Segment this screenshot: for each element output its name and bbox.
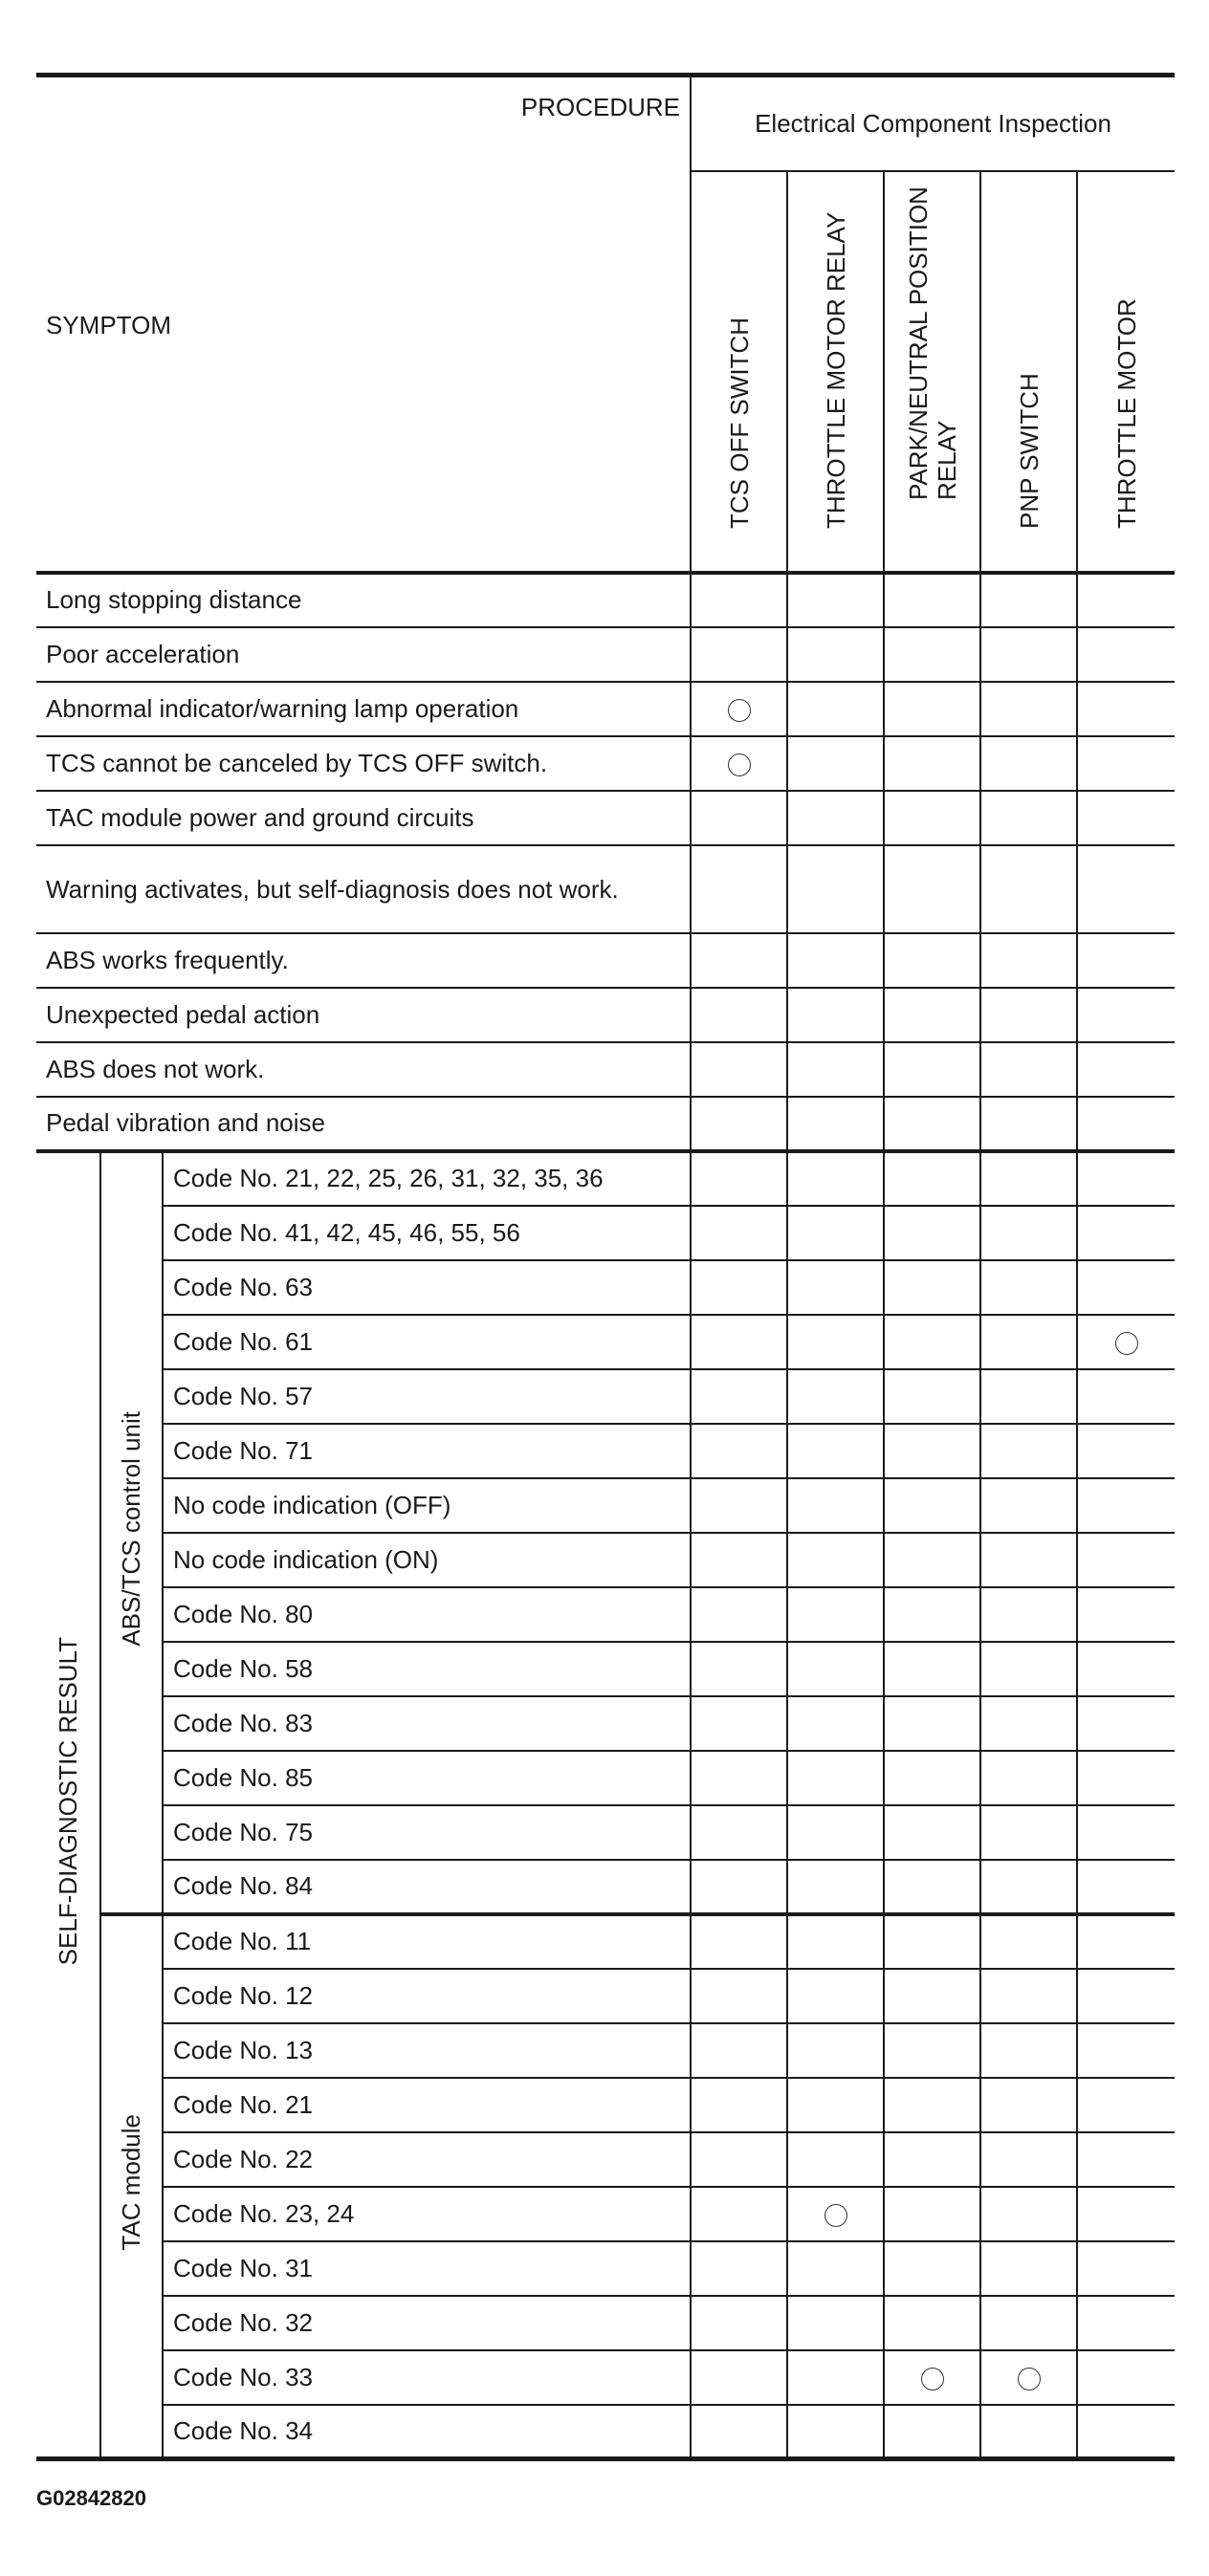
symptom-procedure-table xyxy=(36,73,1175,2461)
code-row xyxy=(36,2241,1175,2296)
mark-cell xyxy=(1077,1424,1175,1478)
mark-cell xyxy=(884,1151,980,1206)
code-label: Code No. 58 xyxy=(163,1642,691,1696)
mark-cell xyxy=(1077,2023,1175,2078)
symptom-row xyxy=(36,1097,1175,1151)
mark-cell xyxy=(691,2241,787,2296)
column-header-tcs-off-switch xyxy=(691,171,787,573)
code-label: Code No. 41, 42, 45, 46, 55, 56 xyxy=(163,1206,691,1260)
code-row xyxy=(36,1424,1175,1478)
mark-cell xyxy=(787,1914,884,1969)
mark-cell xyxy=(1077,1315,1175,1369)
mark-cell xyxy=(787,1315,884,1369)
col-label-line2: RELAY xyxy=(932,420,961,500)
mark-cell xyxy=(980,1260,1077,1315)
mark-cell xyxy=(884,1260,980,1315)
mark-cell xyxy=(691,1260,787,1315)
mark-cell xyxy=(691,2078,787,2132)
code-row xyxy=(36,2350,1175,2405)
circle-mark-icon xyxy=(728,753,751,776)
mark-cell xyxy=(980,682,1077,736)
mark-cell xyxy=(691,627,787,682)
symptom-row xyxy=(36,791,1175,845)
procedure-group-header xyxy=(691,76,1175,171)
mark-cell xyxy=(787,1097,884,1151)
code-row xyxy=(36,1914,1175,1969)
circle-mark-icon xyxy=(1018,2368,1041,2390)
mark-cell xyxy=(691,1424,787,1478)
code-row xyxy=(36,1533,1175,1587)
col-label: PNP SWITCH xyxy=(1014,372,1044,529)
mark-cell xyxy=(691,1369,787,1424)
mark-cell xyxy=(980,1914,1077,1969)
mark-cell xyxy=(691,791,787,845)
mark-cell xyxy=(980,1751,1077,1805)
mark-cell xyxy=(691,1097,787,1151)
code-label: Code No. 84 xyxy=(163,1860,691,1914)
mark-cell xyxy=(787,1533,884,1587)
code-label: Code No. 80 xyxy=(163,1587,691,1642)
mark-cell xyxy=(1077,1860,1175,1914)
mark-cell xyxy=(691,1751,787,1805)
mark-cell xyxy=(691,2187,787,2241)
mark-cell xyxy=(1077,2405,1175,2459)
code-row xyxy=(36,2296,1175,2350)
mark-cell xyxy=(980,573,1077,627)
col-label xyxy=(904,186,961,500)
code-row xyxy=(36,1206,1175,1260)
mark-cell xyxy=(691,1151,787,1206)
mark-cell xyxy=(691,1696,787,1751)
mark-cell xyxy=(1077,1587,1175,1642)
mark-cell xyxy=(1077,2132,1175,2187)
code-row xyxy=(36,1805,1175,1860)
mark-cell xyxy=(787,1751,884,1805)
mark-cell xyxy=(787,1424,884,1478)
mark-cell xyxy=(1077,1097,1175,1151)
unit-group-label: TAC module xyxy=(117,2114,145,2252)
mark-cell xyxy=(884,1424,980,1478)
mark-cell xyxy=(1077,1478,1175,1533)
column-header-throttle-motor-relay xyxy=(787,171,884,573)
mark-cell xyxy=(884,933,980,988)
mark-cell xyxy=(980,2350,1077,2405)
procedure-label: PROCEDURE xyxy=(520,93,681,121)
code-label: Code No. 12 xyxy=(163,1969,691,2023)
mark-cell xyxy=(1077,1696,1175,1751)
code-label: Code No. 13 xyxy=(163,2023,691,2078)
symptom-row xyxy=(36,933,1175,988)
mark-cell xyxy=(980,2296,1077,2350)
group-label: Electrical Component Inspection xyxy=(755,108,1111,138)
code-label: Code No. 11 xyxy=(163,1914,691,1969)
symptom-label: Warning activates, but self-diagnosis does not work. xyxy=(36,845,691,933)
mark-cell xyxy=(691,988,787,1042)
code-label: No code indication (ON) xyxy=(163,1533,691,1587)
code-label: Code No. 32 xyxy=(163,2296,691,2350)
mark-cell xyxy=(1077,845,1175,933)
code-row xyxy=(36,1751,1175,1805)
mark-cell xyxy=(787,2187,884,2241)
mark-cell xyxy=(691,1805,787,1860)
mark-cell xyxy=(1077,2296,1175,2350)
symptom-label: ABS does not work. xyxy=(36,1042,691,1097)
circle-mark-icon xyxy=(824,2204,847,2227)
mark-cell xyxy=(691,1860,787,1914)
mark-cell xyxy=(787,1969,884,2023)
mark-cell xyxy=(787,736,884,791)
mark-cell xyxy=(787,1587,884,1642)
col-label: TCS OFF SWITCH xyxy=(724,317,754,529)
mark-cell xyxy=(884,1751,980,1805)
mark-cell xyxy=(884,573,980,627)
mark-cell xyxy=(884,1533,980,1587)
mark-cell xyxy=(1077,736,1175,791)
mark-cell xyxy=(691,682,787,736)
mark-cell xyxy=(691,2405,787,2459)
mark-cell xyxy=(691,1969,787,2023)
code-label: Code No. 85 xyxy=(163,1751,691,1805)
mark-cell xyxy=(884,845,980,933)
mark-cell xyxy=(787,682,884,736)
mark-cell xyxy=(884,627,980,682)
mark-cell xyxy=(980,1042,1077,1097)
mark-cell xyxy=(691,2350,787,2405)
mark-cell xyxy=(980,2405,1077,2459)
mark-cell xyxy=(1077,791,1175,845)
mark-cell xyxy=(980,1369,1077,1424)
mark-cell xyxy=(884,1315,980,1369)
mark-cell xyxy=(884,682,980,736)
mark-cell xyxy=(1077,2187,1175,2241)
mark-cell xyxy=(1077,2078,1175,2132)
mark-cell xyxy=(787,1696,884,1751)
mark-cell xyxy=(1077,1369,1175,1424)
mark-cell xyxy=(787,845,884,933)
code-label: Code No. 61 xyxy=(163,1315,691,1369)
unit-group-label: ABS/TCS control unit xyxy=(117,1411,145,1647)
mark-cell xyxy=(1077,573,1175,627)
mark-cell xyxy=(884,2132,980,2187)
col-label: THROTTLE MOTOR RELAY xyxy=(821,211,850,529)
mark-cell xyxy=(787,1478,884,1533)
mark-cell xyxy=(787,988,884,1042)
mark-cell xyxy=(884,1860,980,1914)
mark-cell xyxy=(1077,2350,1175,2405)
mark-cell xyxy=(884,736,980,791)
code-label: Code No. 71 xyxy=(163,1424,691,1478)
mark-cell xyxy=(980,988,1077,1042)
mark-cell xyxy=(691,1533,787,1587)
symptom-row xyxy=(36,1042,1175,1097)
code-label: Code No. 21, 22, 25, 26, 31, 32, 35, 36 xyxy=(163,1151,691,1206)
mark-cell xyxy=(787,1805,884,1860)
mark-cell xyxy=(884,1042,980,1097)
mark-cell xyxy=(884,1478,980,1533)
symptom-label: Pedal vibration and noise xyxy=(36,1097,691,1151)
symptom-row xyxy=(36,573,1175,627)
mark-cell xyxy=(1077,1751,1175,1805)
code-row xyxy=(36,1642,1175,1696)
mark-cell xyxy=(1077,933,1175,988)
mark-cell xyxy=(884,1206,980,1260)
mark-cell xyxy=(787,2023,884,2078)
mark-cell xyxy=(691,1206,787,1260)
code-row xyxy=(36,1478,1175,1533)
mark-cell xyxy=(884,2187,980,2241)
mark-cell xyxy=(884,2296,980,2350)
mark-cell xyxy=(691,2132,787,2187)
mark-cell xyxy=(691,1642,787,1696)
mark-cell xyxy=(884,791,980,845)
mark-cell xyxy=(691,1315,787,1369)
figure-id: G02842820 xyxy=(36,2486,146,2510)
mark-cell xyxy=(1077,988,1175,1042)
code-row xyxy=(36,2187,1175,2241)
symptom-label: Long stopping distance xyxy=(36,573,691,627)
column-header-throttle-motor xyxy=(1077,171,1175,573)
mark-cell xyxy=(980,2023,1077,2078)
symptom-row xyxy=(36,736,1175,791)
mark-cell xyxy=(884,2350,980,2405)
mark-cell xyxy=(884,1696,980,1751)
code-label: Code No. 33 xyxy=(163,2350,691,2405)
mark-cell xyxy=(980,1969,1077,2023)
mark-cell xyxy=(691,1587,787,1642)
mark-cell xyxy=(1077,1914,1175,1969)
mark-cell xyxy=(787,791,884,845)
symptom-row xyxy=(36,988,1175,1042)
mark-cell xyxy=(980,1860,1077,1914)
mark-cell xyxy=(980,933,1077,988)
mark-cell xyxy=(884,1369,980,1424)
symptom-label: TAC module power and ground circuits xyxy=(36,791,691,845)
mark-cell xyxy=(1077,1206,1175,1260)
self-diagnostic-group xyxy=(36,1151,100,2459)
code-row xyxy=(36,2078,1175,2132)
code-row xyxy=(36,1860,1175,1914)
symptom-label: Abnormal indicator/warning lamp operation xyxy=(36,682,691,736)
code-label: Code No. 31 xyxy=(163,2241,691,2296)
mark-cell xyxy=(1077,1042,1175,1097)
mark-cell xyxy=(884,2241,980,2296)
mark-cell xyxy=(787,2350,884,2405)
mark-cell xyxy=(884,2078,980,2132)
mark-cell xyxy=(884,2023,980,2078)
mark-cell xyxy=(691,933,787,988)
column-header-pnp-switch xyxy=(980,171,1077,573)
mark-cell xyxy=(980,1696,1077,1751)
mark-cell xyxy=(787,2405,884,2459)
mark-cell xyxy=(980,1424,1077,1478)
code-label: No code indication (OFF) xyxy=(163,1478,691,1533)
code-label: Code No. 75 xyxy=(163,1805,691,1860)
mark-cell xyxy=(980,845,1077,933)
code-row xyxy=(36,1260,1175,1315)
unit-group xyxy=(100,1151,163,1914)
mark-cell xyxy=(1077,1533,1175,1587)
code-row xyxy=(36,2405,1175,2459)
mark-cell xyxy=(691,845,787,933)
code-label: Code No. 22 xyxy=(163,2132,691,2187)
symptom-row xyxy=(36,682,1175,736)
mark-cell xyxy=(980,1805,1077,1860)
mark-cell xyxy=(691,1914,787,1969)
circle-mark-icon xyxy=(921,2368,944,2390)
mark-cell xyxy=(1077,2241,1175,2296)
mark-cell xyxy=(787,2078,884,2132)
mark-cell xyxy=(980,791,1077,845)
mark-cell xyxy=(1077,627,1175,682)
mark-cell xyxy=(787,1042,884,1097)
mark-cell xyxy=(787,573,884,627)
mark-cell xyxy=(980,627,1077,682)
mark-cell xyxy=(691,2023,787,2078)
mark-cell xyxy=(980,1151,1077,1206)
code-label: Code No. 34 xyxy=(163,2405,691,2459)
mark-cell xyxy=(980,2078,1077,2132)
code-row xyxy=(36,1369,1175,1424)
mark-cell xyxy=(980,2132,1077,2187)
code-row xyxy=(36,1969,1175,2023)
mark-cell xyxy=(691,1478,787,1533)
mark-cell xyxy=(884,1914,980,1969)
code-row xyxy=(36,1696,1175,1751)
code-label: Code No. 21 xyxy=(163,2078,691,2132)
mark-cell xyxy=(884,1642,980,1696)
mark-cell xyxy=(884,1805,980,1860)
mark-cell xyxy=(787,1860,884,1914)
mark-cell xyxy=(884,1097,980,1151)
mark-cell xyxy=(980,1587,1077,1642)
symptom-procedure-header xyxy=(36,76,691,573)
mark-cell xyxy=(980,1533,1077,1587)
code-label: Code No. 63 xyxy=(163,1260,691,1315)
mark-cell xyxy=(884,1587,980,1642)
mark-cell xyxy=(1077,1642,1175,1696)
mark-cell xyxy=(691,736,787,791)
mark-cell xyxy=(787,2296,884,2350)
mark-cell xyxy=(980,2187,1077,2241)
circle-mark-icon xyxy=(1115,1332,1138,1355)
mark-cell xyxy=(1077,682,1175,736)
mark-cell xyxy=(980,1097,1077,1151)
symptom-row xyxy=(36,627,1175,682)
self-diagnostic-label: SELF-DIAGNOSTIC RESULT xyxy=(53,1637,82,1966)
mark-cell xyxy=(787,1151,884,1206)
symptom-label: Unexpected pedal action xyxy=(36,988,691,1042)
col-label: THROTTLE MOTOR xyxy=(1111,297,1141,529)
code-row xyxy=(36,2132,1175,2187)
mark-cell xyxy=(884,988,980,1042)
code-row xyxy=(36,1587,1175,1642)
mark-cell xyxy=(884,2405,980,2459)
code-label: Code No. 23, 24 xyxy=(163,2187,691,2241)
circle-mark-icon xyxy=(728,699,751,722)
mark-cell xyxy=(691,2296,787,2350)
mark-cell xyxy=(787,1369,884,1424)
mark-cell xyxy=(980,1478,1077,1533)
mark-cell xyxy=(787,933,884,988)
code-row xyxy=(36,2023,1175,2078)
mark-cell xyxy=(787,2241,884,2296)
symptom-label: SYMPTOM xyxy=(46,311,171,339)
symptom-label: ABS works frequently. xyxy=(36,933,691,988)
symptom-label: Poor acceleration xyxy=(36,627,691,682)
code-label: Code No. 57 xyxy=(163,1369,691,1424)
mark-cell xyxy=(1077,1805,1175,1860)
unit-group xyxy=(100,1914,163,2459)
symptom-row xyxy=(36,845,1175,933)
column-header-park-neutral-position-relay xyxy=(884,171,980,573)
mark-cell xyxy=(787,1206,884,1260)
mark-cell xyxy=(787,1642,884,1696)
mark-cell xyxy=(787,627,884,682)
diagnosis-table-container xyxy=(36,73,1175,2461)
mark-cell xyxy=(980,1206,1077,1260)
mark-cell xyxy=(980,1642,1077,1696)
code-row xyxy=(36,1315,1175,1369)
mark-cell xyxy=(1077,1260,1175,1315)
symptom-label: TCS cannot be canceled by TCS OFF switch. xyxy=(36,736,691,791)
mark-cell xyxy=(980,1315,1077,1369)
col-label-line1: PARK/NEUTRAL POSITION xyxy=(903,186,933,500)
mark-cell xyxy=(980,736,1077,791)
mark-cell xyxy=(691,573,787,627)
code-row xyxy=(36,1151,1175,1206)
mark-cell xyxy=(884,1969,980,2023)
mark-cell xyxy=(691,1042,787,1097)
code-label: Code No. 83 xyxy=(163,1696,691,1751)
mark-cell xyxy=(787,2132,884,2187)
mark-cell xyxy=(787,1260,884,1315)
mark-cell xyxy=(1077,1969,1175,2023)
mark-cell xyxy=(1077,1151,1175,1206)
mark-cell xyxy=(980,2241,1077,2296)
